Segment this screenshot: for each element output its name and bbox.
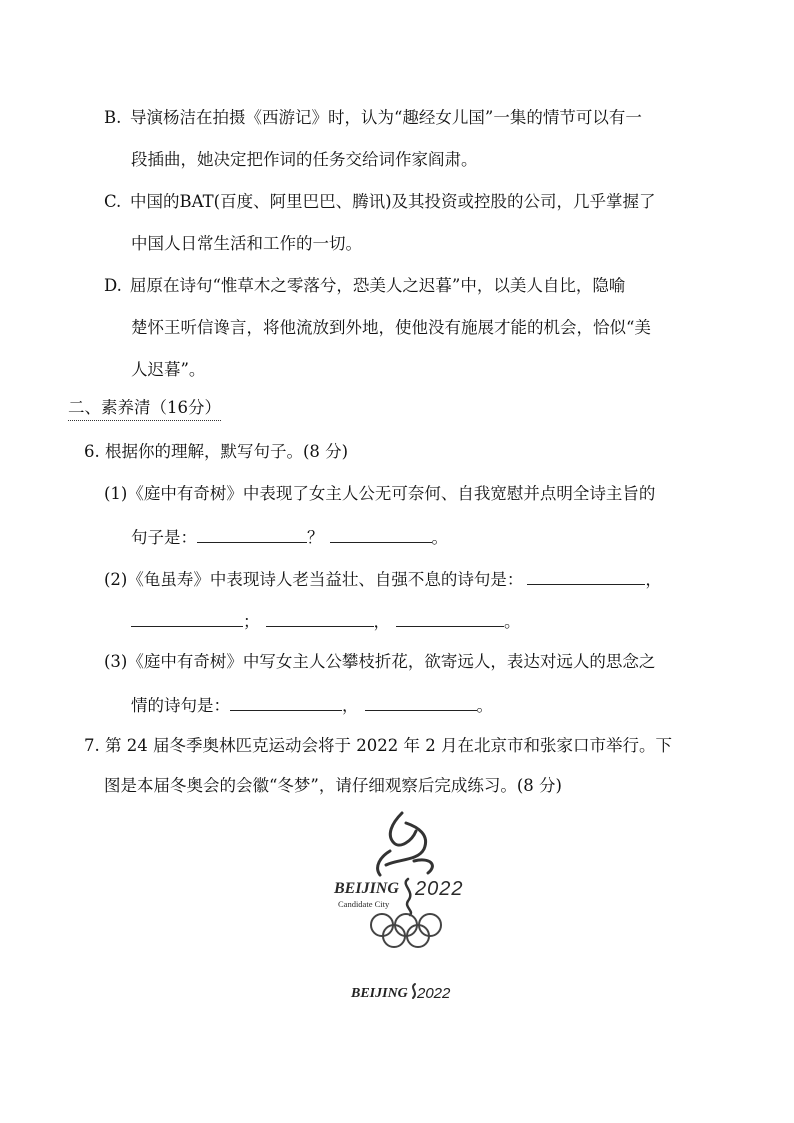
option-d-label: D. [104, 276, 122, 295]
answer-blank-7[interactable] [230, 694, 342, 711]
option-b-label: B. [104, 108, 122, 127]
q6-sub1-line-2 [131, 526, 448, 548]
beijing-2022-emblem [320, 805, 485, 955]
option-c-label: C. [104, 192, 122, 211]
olympic-rings-icon [371, 914, 441, 947]
option-c-text-1: 中国的BAT(百度、阿里巴巴、腾讯)及其投资或控股的公司，几乎掌握了 [130, 192, 656, 211]
q6-sub3-line-2 [131, 694, 493, 716]
q6-sub2-line-2 [131, 610, 521, 632]
answer-blank-1[interactable] [197, 526, 307, 543]
answer-blank-4[interactable] [131, 610, 243, 627]
option-c-line-2: 中国人日常生活和工作的一切。 [131, 234, 362, 253]
q6-sub2-text: (2)《龟虽寿》中表现诗人老当益壮、自强不息的诗句是： [104, 570, 524, 589]
q6-sub2-line-1 [104, 568, 662, 590]
beijing-2022-wordmark [345, 978, 465, 1004]
option-b-line-2: 段插曲，她决定把作词的任务交给词作家阎肃。 [131, 150, 478, 169]
q6-sub3-mark-2: 。 [476, 696, 493, 715]
q7-line-1: 7. 第 24 届冬季奥林匹克运动会将于 2022 年 2 月在北京市和张家口市举行。下 [84, 736, 672, 755]
option-d-line-2: 楚怀王听信谗言，将他流放到外地，使他没有施展才能的机会，恰似“美 [131, 318, 651, 337]
option-d-line-1 [104, 276, 625, 296]
option-d-line-3: 人迟暮”。 [131, 360, 206, 379]
option-d-text-1: 屈原在诗句“惟草木之零落兮，恐美人之迟暮”中，以美人自比，隐喻 [130, 276, 626, 295]
q7-line-2: 图是本届冬奥会的会徽“冬梦”，请仔细观察后完成练习。(8 分) [104, 776, 562, 795]
q6-sub1-mark-2: 。 [431, 528, 448, 547]
emblem-year-text: 2022 [415, 878, 464, 900]
dong-calligraphy-icon [378, 813, 433, 875]
answer-blank-8[interactable] [365, 694, 477, 711]
option-c-line-1 [104, 192, 656, 212]
q6-stem: 6. 根据你的理解，默写句子。(8 分) [84, 442, 349, 461]
wordmark-city-text: BEIJING [351, 986, 408, 1001]
answer-blank-3[interactable] [527, 568, 645, 585]
wordmark-year-text: 2022 [417, 985, 451, 1002]
answer-blank-6[interactable] [396, 610, 504, 627]
q6-sub1-prefix: 句子是： [131, 528, 197, 547]
answer-blank-5[interactable] [266, 610, 374, 627]
q6-sub1-mark-1: ？ [307, 528, 324, 547]
q6-sub3-line-1: (3)《庭中有奇树》中写女主人公攀枝折花，欲寄远人，表达对远人的思念之 [104, 652, 656, 671]
q6-sub1-line-1: (1)《庭中有奇树》中表现了女主人公无可奈何、自我宽慰并点明全诗主旨的 [104, 484, 656, 503]
option-b-line-1 [104, 108, 642, 128]
answer-blank-2[interactable] [330, 526, 432, 543]
q6-sub2-mark-end: ， [645, 570, 662, 589]
option-b-text-1: 导演杨洁在拍摄《西游记》时，认为“趣经女儿国”一集的情节可以有一 [130, 108, 642, 127]
section-2-heading: 二、素养清（16分） [68, 398, 221, 421]
q6-sub2-mark-a: ； [243, 612, 260, 631]
q6-sub2-mark-c: 。 [504, 612, 521, 631]
emblem-subtitle-text: Candidate City [338, 899, 390, 909]
q6-sub3-prefix: 情的诗句是： [131, 696, 230, 715]
q6-sub3-mark-1: ， [342, 696, 359, 715]
q6-sub2-mark-b: ， [373, 612, 390, 631]
emblem-city-text: BEIJING [334, 880, 399, 897]
